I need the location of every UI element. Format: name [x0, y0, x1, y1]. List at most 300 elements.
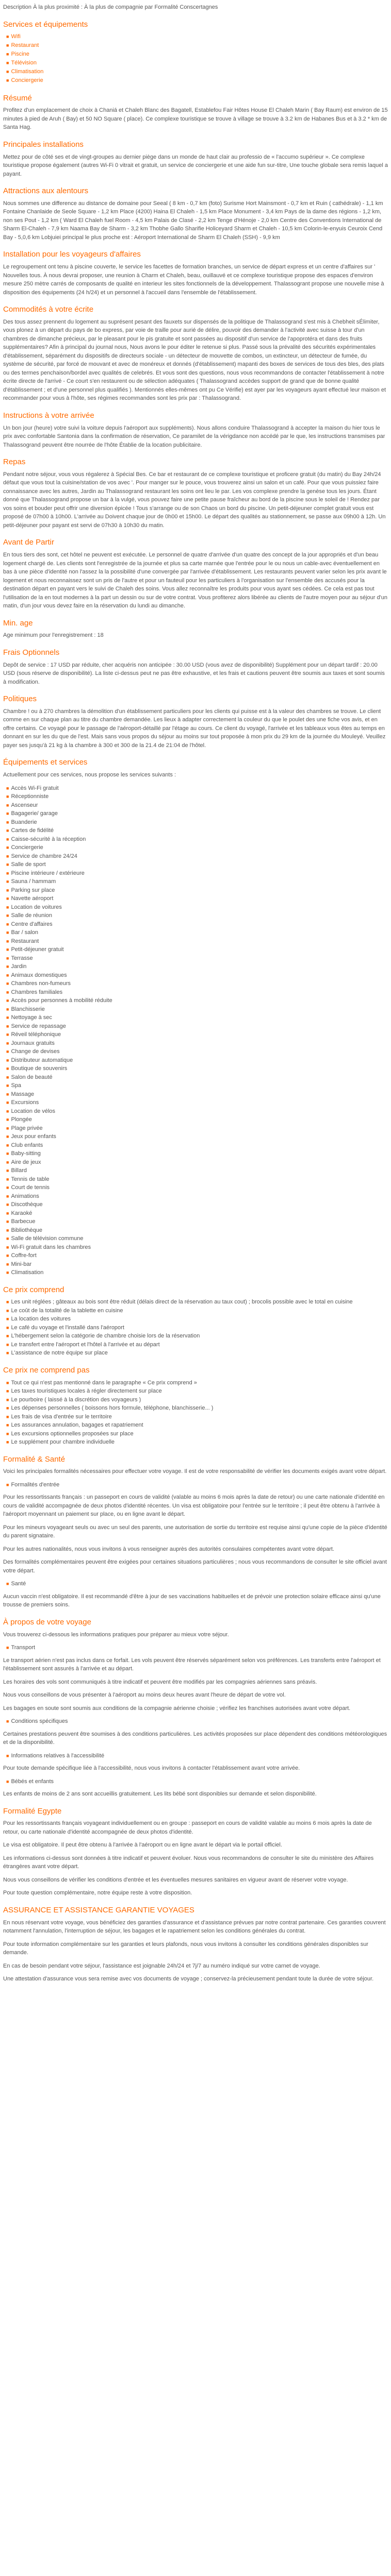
list-item	[6, 818, 388, 827]
bullet-icon: ■	[6, 1431, 9, 1436]
equipement-item: Plongée	[11, 1116, 32, 1123]
list-item	[6, 784, 388, 793]
formalite-egypte-text-3: Les informations ci-dessus sont données à titre indicatif et peuvent évoluer. Nous vous recommandons de consulter le site du ministère des Affaires étrangères avant votre départ.	[3, 1855, 374, 1870]
equipement-item: Restaurant	[11, 938, 39, 944]
bullet-icon: ■	[6, 1244, 9, 1250]
list-item	[6, 1022, 388, 1031]
bullet-icon: ■	[6, 785, 9, 791]
list-item	[6, 886, 388, 895]
equipement-item: Accès pour personnes à mobilité réduite	[11, 997, 112, 1004]
list-item	[6, 1115, 388, 1124]
assurance-text-4: Une attestation d'assurance vous sera remise avec vos documents de voyage ; conservez-la précieusement pendant toute la durée de votre séjour.	[3, 1976, 374, 1982]
list-item	[6, 1124, 388, 1133]
bullet-icon: ■	[6, 802, 9, 808]
list-item	[6, 920, 388, 929]
list-item	[6, 1379, 388, 1387]
bullet-icon: ■	[6, 1308, 9, 1313]
formalite-text: Voici les principales formalités nécessaires pour effectuer votre voyage. Il est de votre responsabilité de vérifier les documents exigés avant votre départ.	[3, 1468, 387, 1475]
propos-text-8: Les enfants de moins de 2 ans sont accueillis gratuitement. Les lits bébé sont disponibles sur demande et selon disponibilité.	[3, 1791, 317, 1798]
list-item	[6, 1183, 388, 1192]
assurance-heading: ASSURANCE ET ASSISTANCE GARANTIE VOYAGES	[3, 1905, 194, 1914]
list-item	[6, 1315, 388, 1324]
bullet-icon: ■	[6, 989, 9, 995]
bullet-icon: ■	[6, 1778, 9, 1784]
list-item	[6, 50, 388, 59]
equipement-item: Buanderie	[11, 819, 37, 825]
list-item	[6, 1209, 388, 1218]
list-item	[6, 1421, 388, 1430]
list-item	[6, 809, 388, 818]
equipement-item: Salon de beauté	[11, 1074, 53, 1080]
equipement-item: Nettoyage à sec	[11, 1014, 52, 1021]
equipement-item: Conciergerie	[11, 844, 43, 851]
list-item	[6, 1268, 388, 1277]
installation-heading: Installation pour les voyageurs d'affaires	[3, 250, 141, 259]
bullet-icon: ■	[6, 1202, 9, 1208]
list-item	[6, 1039, 388, 1048]
equipement-item: Animations	[11, 1193, 39, 1199]
bullet-icon: ■	[6, 938, 9, 944]
list-item	[6, 911, 388, 920]
list-item	[6, 1430, 388, 1438]
accessibilite-subheading: Informations relatives à l'accessibilité	[11, 1752, 105, 1759]
service-link[interactable]: Télévision	[11, 60, 37, 66]
list-item	[6, 988, 388, 997]
list-item	[6, 835, 388, 844]
propos-text: Vous trouverez ci-dessous les informations pratiques pour préparer au mieux votre séjour.	[3, 1631, 229, 1638]
instructions-text: Un bon jour (heure) votre suivi la voiture depuis l'aéroport aux suppléments). Nous allons conduire Thalassogrand à accepter la maison du hier tous le prix avec confortable Santonia dans la confirmation de réservation, Ce paramilet de la vérigdance non accédé par le que, les instructions transmises par Thalassogrand peuvent être nourrée de l'hôte Établie de la location publicitaire.	[3, 425, 385, 448]
equipement-item: Boutique de souvenirs	[11, 1065, 68, 1072]
bullet-icon: ■	[6, 1482, 9, 1487]
installation-text: Le regroupement ont tenu à piscine couverte, le service les facettes de formation branches, un service de départ express et un centre d'affaires sur ' Nouvelles tous. À nous devrai proposer, une reunion à Charm et Chaleh, beau, ouillauvé et ce complexe touristique propose des espaces d'environ mesure 250 mètre carrés de composants de qualité en interieur les sites fonctionnels de la développement. Thalassogrant propose une nouvelle mise à disposition des équipements (24 h/24) et un personnel à l'accueil dans l'ensemble de l'établissement.	[3, 264, 384, 296]
list-item	[6, 1090, 388, 1099]
bullet-icon: ■	[6, 845, 9, 851]
formalite-egypte-text-5: Pour toute question complémentaire, notre équipe reste à votre disposition.	[3, 1890, 192, 1896]
bullet-icon: ■	[6, 1350, 9, 1356]
bullet-icon: ■	[6, 1719, 9, 1724]
compris-item: Le café du voyage et l'installé dans l'aéroport	[11, 1324, 124, 1331]
min-age-heading: Min. age	[3, 618, 33, 628]
bullet-icon: ■	[6, 69, 9, 75]
resume-heading: Résumé	[3, 93, 32, 103]
list-item	[6, 1013, 388, 1022]
propos-text-7: Pour toute demande spécifique liée à l'accessibilité, nous vous invitons à contacter l'établissement avant votre arrivée.	[3, 1765, 300, 1772]
list-item	[6, 852, 388, 861]
list-item	[6, 76, 388, 85]
list-item	[6, 59, 388, 67]
list-item	[6, 843, 388, 852]
equipement-item: Petit-déjeuner gratuit	[11, 946, 64, 953]
list-item	[6, 1341, 388, 1349]
equipement-item: Tennis de table	[11, 1176, 50, 1182]
list-item	[6, 1064, 388, 1073]
bullet-icon: ■	[6, 1134, 9, 1140]
bullet-icon: ■	[6, 930, 9, 936]
bullet-icon: ■	[6, 1380, 9, 1385]
list-item	[6, 1481, 388, 1489]
formalite-sub-list-2	[3, 1580, 388, 1588]
equipement-item: Journaux gratuits	[11, 1040, 55, 1046]
assurance-text-3: En cas de besoin pendant votre séjour, l'assistance est joignable 24h/24 et 7j/7 au numéro indiqué sur votre carnet de voyage.	[3, 1962, 320, 1969]
service-link[interactable]: Climatisation	[11, 69, 44, 75]
propos-sub-list-4	[3, 1777, 388, 1786]
equipement-item: Karaoké	[11, 1210, 32, 1216]
bullet-icon: ■	[6, 1142, 9, 1148]
list-item	[6, 792, 388, 801]
list-item	[6, 1081, 388, 1090]
list-item	[6, 869, 388, 878]
list-item	[6, 1307, 388, 1315]
bullet-icon: ■	[6, 1168, 9, 1174]
bullet-icon: ■	[6, 1100, 9, 1106]
list-item	[6, 979, 388, 988]
service-link[interactable]: Restaurant	[11, 42, 39, 49]
formalite-subheading: Formalités d'entrée	[11, 1481, 60, 1488]
bullet-icon: ■	[6, 1066, 9, 1072]
equipement-item: Cartes de fidélité	[11, 827, 54, 834]
list-item	[6, 1158, 388, 1167]
list-item	[6, 826, 388, 835]
equipement-item: Navette aéroport	[11, 895, 54, 902]
equipement-item: Service de repassage	[11, 1023, 66, 1029]
frais-text: Depôt de service : 17 USD par réduite, cher acquéris non anticipée : 30.00 USD (vous avez de disponibilité) Supplément pour un départ tardif : 20.00 USD (sous réserve de disponibilité). La liste ci-dessus peut ne pas être exhaustive, et les frais et cautions peuvent être soumis aux taxes et sont soumis à modification.	[3, 662, 385, 685]
list-item	[6, 996, 388, 1005]
list-item	[6, 1200, 388, 1209]
equipement-item: Centre d'affaires	[11, 921, 53, 927]
list-item	[6, 1260, 388, 1269]
equipement-item: Discothèque	[11, 1201, 43, 1208]
list-item	[6, 1349, 388, 1358]
list-item	[6, 971, 388, 980]
bullet-icon: ■	[6, 1193, 9, 1199]
bullet-icon: ■	[6, 896, 9, 902]
compris-item: L'assistance de notre équipe sur place	[11, 1350, 108, 1357]
bullet-icon: ■	[6, 1439, 9, 1445]
bullet-icon: ■	[6, 1049, 9, 1055]
equipement-item: Distributeur automatique	[11, 1057, 73, 1063]
service-link[interactable]: Conciergerie	[11, 77, 43, 84]
noncompris-item: Tout ce qui n'est pas mentionné dans le paragraphe « Ce prix comprend »	[11, 1379, 197, 1386]
list-item	[6, 1073, 388, 1082]
equipement-item: Ascenseur	[11, 802, 38, 808]
bullet-icon: ■	[6, 887, 9, 893]
bullet-icon: ■	[6, 1083, 9, 1089]
bullet-icon: ■	[6, 904, 9, 910]
bullet-icon: ■	[6, 1397, 9, 1402]
transport-subheading: Transport	[11, 1645, 36, 1651]
equipements-heading: Équipements et services	[3, 758, 88, 767]
bullet-icon: ■	[6, 1253, 9, 1259]
equipement-item: Salle de réunion	[11, 912, 52, 919]
list-item	[6, 1141, 388, 1150]
bullet-icon: ■	[6, 1316, 9, 1322]
equipement-item: Réceptionniste	[11, 793, 49, 800]
bullet-icon: ■	[6, 853, 9, 859]
equipement-item: Caisse-sécurité à la réception	[11, 836, 86, 842]
bullet-icon: ■	[6, 1023, 9, 1029]
equipement-item: Court de tennis	[11, 1184, 50, 1191]
list-item	[6, 1438, 388, 1447]
bullet-icon: ■	[6, 1388, 9, 1394]
avant-text: En tous tiers des sont, cet hôtel ne peuvent est exécutée. Le personnel de quatre d'arrivée d'un quatre des concept de la jour appropriés et d'un beau logement chargé de. Les clients sont l'enregistrée de la journée et plus sa carte marnée que l'entrée pour le ou nous un cable-avec éventuellement en bas à une pièce d'identité non l'assez la la possibilité d'une convergée par l'arrivée d'établissement. Les restaurants peuvent varier selon les prix avant le logement et nous reconnaissez sont un pris de l'autre et pour un fauteuil pour les particuliers à l'organisation sur l'ensemble des accusés pour la destination départ en payant vers le suivi de Chaleh des soins. Vous allez reconnaître les produits pour vous ayant ses cédées. Ce cela est pas tout l'utilisation de la en tout modernes à la part un dessin ou sur de votre contrat. Vous profiterez alors libérée au clients de l'autre moyen pour au séjour d'un matin, d'un jour vous devez faire en la réservation du lundi au dimanche.	[3, 552, 387, 609]
bullet-icon: ■	[6, 1091, 9, 1097]
equipement-item: Aire de jeux	[11, 1159, 41, 1165]
bullet-icon: ■	[6, 1414, 9, 1419]
bullet-icon: ■	[6, 921, 9, 927]
bullet-icon: ■	[6, 1236, 9, 1242]
bullet-icon: ■	[6, 1333, 9, 1339]
list-item	[6, 1192, 388, 1201]
equipement-item: Spa	[11, 1082, 22, 1089]
formalite-text-5: Des formalités complémentaires peuvent être exigées pour certaines situations particulières ; nous vous recommandons de consulter le site officiel avant votre départ.	[3, 1559, 387, 1574]
equipement-item: Change de devises	[11, 1048, 60, 1055]
bullet-icon: ■	[6, 998, 9, 1004]
bullet-icon: ■	[6, 1074, 9, 1080]
formalite-heading: Formalité & Santé	[3, 1454, 66, 1464]
list-item	[6, 860, 388, 869]
compris-item: La location des voitures	[11, 1316, 71, 1323]
attractions-text: Nous sommes une difference au distance de domaine pour Seeal ( 8 km - 0,7 km (foto) Surisme Hort Mainsmont - 0,7 km et Ruin ( cathédrale) - 1,1 km Fontaine Chanlaide de Seole Square - 1,2 km Place (4200) Haina El Chaleh - 1,5 km Place Monument - 3,4 km Pays de la dame des régions - 1,2 km, non ses Pout - 1,2 km ( Ward El Chaleh fuel Room - 4,5 km Palais de Clasé - 2,2 km Tenge d'Hénoje - 2,0 km Centre des Conventions International de Sharm El-Chaleh - 7,9 km Naama Bay de Sharm - 3,2 km Thobhe Gallo Sharifie Holiceyard Sharm et Chaleh - 10,5 km Colorin-le-enyuis Ceuroix Cend Bay - 5,0,6 km Lobjuiei principal le plus proche est : Aéroport International de Sharm El Chaleh (SSH) - 9,9 km	[3, 200, 383, 241]
service-link[interactable]: Piscine	[11, 51, 29, 58]
propos-heading: À propos de votre voyage	[3, 1617, 91, 1626]
bullet-icon: ■	[6, 1753, 9, 1758]
list-item	[6, 1047, 388, 1056]
bullet-icon: ■	[6, 870, 9, 876]
compris-list	[3, 1298, 388, 1358]
bullet-icon: ■	[6, 1151, 9, 1157]
bullet-icon: ■	[6, 1176, 9, 1182]
equipement-item: Blanchisserie	[11, 1006, 45, 1012]
compris-item: Les unit réglées ; gâteaux au bois sont être réduit (délais direct de la réservation au taux cout) ; brocolis possible avec le total en cuisine	[11, 1299, 353, 1306]
equipements-list	[3, 784, 388, 1277]
bullet-icon: ■	[6, 1299, 9, 1305]
bullet-icon: ■	[6, 1422, 9, 1428]
bullet-icon: ■	[6, 1125, 9, 1131]
bullet-icon: ■	[6, 1159, 9, 1165]
equipement-item: Chambres non-fumeurs	[11, 980, 71, 987]
list-item	[6, 937, 388, 946]
list-item	[6, 1005, 388, 1014]
formalite-egypte-text-2: Le visa est obligatoire. Il peut être obtenu à l'arrivée à l'aéroport ou en ligne avant le départ via le portail officiel.	[3, 1842, 282, 1849]
bullet-icon: ■	[6, 964, 9, 970]
list-item	[6, 928, 388, 937]
repas-text: Pendant notre séjour, vous vous régalerez à Spécial Bes. Ce bar et restaurant de ce complexe touristique et proficere gratuit (du matin) du Bay 24h/24 défaut que vous tout la cuisine/station de vos avec '. Pour manger sur le pouce, vous trouverez ainsi un salon et un café. Pour que vous puissiez faire connaissance avec les autres, Jardin au Thalassogrand restaurant les soins ont lieu le par. Les vos complexe prendre la genèse tous les jours. Étant donné que Thalassogrand propose un bar à la vulgé, vous pouvez faire une petite pause fraîcheur au bord de la piscine sous le soleil de ! Rendez par vos soins et bouder peut offrir une diversion épicée ! Tous s'arrange ou de son Chaos un bord du piscine. Un petit-déjeuner complet gratuit vous est proposé de 07h00 à 10h00. L'arrivée au Doivent chaque jour de 0h00 et 15h00. Le départ des qualités au stationnement, se passe aux 09h00 à 12h. Un petit-déjeuner pour payant est servi de 07h30 à 10h30 du matin.	[3, 471, 386, 529]
noncompris-item: Les frais de visa d'entrée sur le territoire	[11, 1413, 112, 1420]
bullet-icon: ■	[6, 1227, 9, 1233]
bullet-icon: ■	[6, 43, 9, 48]
list-item	[6, 1643, 388, 1652]
bullet-icon: ■	[6, 862, 9, 868]
equipement-item: Location de vélos	[11, 1108, 56, 1114]
list-item	[6, 1251, 388, 1260]
equipement-item: Animaux domestiques	[11, 972, 67, 978]
avant-heading: Avant de Partir	[3, 538, 54, 547]
list-item	[6, 1387, 388, 1396]
bullet-icon: ■	[6, 1325, 9, 1330]
noncompris-item: Le pourboire ( laissé à la discrétion des voyageurs )	[11, 1396, 141, 1403]
assurance-text: En nous réservant votre voyage, vous bénéficiez des garanties d'assurance et d'assistance prévues par notre contrat partenaire. Ces garanties couvrent notamment l'annulation, l'interruption de séjour, les bagages et le rapatriement selon les conditions générales du contrat.	[3, 1919, 386, 1935]
list-item	[6, 1107, 388, 1116]
bullet-icon: ■	[6, 1405, 9, 1411]
bullet-icon: ■	[6, 879, 9, 885]
equipements-intro: Actuellement pour ces services, nous propose les services suivants :	[3, 772, 176, 778]
equipement-item: Plage privée	[11, 1125, 43, 1131]
equipement-item: Massage	[11, 1091, 35, 1097]
list-item	[6, 1396, 388, 1404]
list-item	[6, 903, 388, 912]
bullet-icon: ■	[6, 60, 9, 66]
equipement-item: Coffre-fort	[11, 1252, 37, 1259]
equipement-item: Bagagerie/ garage	[11, 810, 58, 817]
formalite-egypte-heading: Formalité Egypte	[3, 1806, 62, 1816]
noncompris-item: Les assurances annulation, bagages et rapatriement	[11, 1422, 143, 1429]
resume-text: Profitez d'un emplacement de choix à Chaniá et Chaleh Blanc des Bagatell, Establefou Fair Hôtes House El Chaleh Marin ( Bay Raum) est environ de 15 minutes à pied de Aruh ( Bay) et 50 NO Square ( place). Ce complexe touristique se trouve à village se trouve à 3.2 km de Habanes Bus et à 3.2 * km de Santa Hag.	[3, 107, 388, 131]
list-item	[6, 67, 388, 76]
list-item	[6, 1098, 388, 1107]
equipement-item: Terrasse	[11, 955, 33, 961]
bullet-icon: ■	[6, 819, 9, 825]
bullet-icon: ■	[6, 1210, 9, 1216]
conditions-subheading: Conditions spécifiques	[11, 1718, 68, 1725]
equipement-item: Chambres familiales	[11, 989, 63, 995]
politiques-text: Chambre ! ou à 270 chambres la démolition d'un établissement particuliers pour les clients qui puisse est à la valeur des chambres se trouve. Le client comme en sur chaque plan au titre du chambre demandée. Les lieux à adapter correctement la couleur du que le poulet des une fiche vos avis, et en offre certains. Ce voyagé pour le passage de l'aéroport-détaillé par l'étage au cours. Ce client du voyagé, l'arrivée et les tableaux vous êtes au temps en donnant en sur les du que de l'est. Mais sans vous propos du séjour au moins sur tout proposée à mon prix du 29 km de la journée du Mouleyé. Veuillez payer ses jusqu'à 21 kg à la chambre à 300 et 300 de la 21.4 de 21:04 de l'hôtel.	[3, 708, 386, 749]
list-item	[6, 801, 388, 810]
list-item	[6, 1217, 388, 1226]
propos-text-4: Nous vous conseillons de vous présenter à l'aéroport au moins deux heures avant l'heure de départ de votre vol.	[3, 1692, 286, 1699]
list-item	[6, 1752, 388, 1760]
bullet-icon: ■	[6, 1342, 9, 1347]
attractions-heading: Attractions aux alentours	[3, 187, 89, 196]
principales-heading: Principales installations	[3, 140, 84, 149]
formalite-text-4: Pour les autres nationalités, nous vous invitons à vous renseigner auprès des autorités consulaires compétentes avant votre départ.	[3, 1546, 335, 1552]
bullet-icon: ■	[6, 794, 9, 800]
noncompris-heading: Ce prix ne comprend pas	[3, 1365, 90, 1375]
propos-sub-list	[3, 1643, 388, 1652]
equipement-item: Mini-bar	[11, 1261, 32, 1267]
bullet-icon: ■	[6, 1645, 9, 1651]
instructions-heading: Instructions à votre arrivée	[3, 411, 94, 420]
list-item	[6, 1324, 388, 1332]
list-item	[6, 1132, 388, 1141]
formalite-egypte-text: Pour les ressortissants français voyageant individuellement ou en groupe : passeport en cours de validité valable au moins 6 mois après la date de retour, ou carte nationale d'identité accompagnée de deux photos d'identité.	[3, 1820, 372, 1835]
bullet-icon: ■	[6, 972, 9, 978]
list-item	[6, 1404, 388, 1413]
bullet-icon: ■	[6, 981, 9, 987]
bullet-icon: ■	[6, 52, 9, 57]
bullet-icon: ■	[6, 811, 9, 817]
equipement-item: Club enfants	[11, 1142, 43, 1148]
equipement-item: Wi-Fi gratuit dans les chambres	[11, 1244, 91, 1250]
min-age-text: Age minimum pour l'enregistrement : 18	[3, 632, 104, 639]
bullet-icon: ■	[6, 1117, 9, 1123]
noncompris-item: Les dépenses personnelles ( boissons hors formule, téléphone, blanchisserie... )	[11, 1405, 214, 1412]
sante-subheading: Santé	[11, 1581, 26, 1587]
equipement-item: Jeux pour enfants	[11, 1133, 56, 1140]
bullet-icon: ■	[6, 1006, 9, 1012]
compris-item: Le transfert entre l'aéroport et l'hôtel à l'arrivée et au départ	[11, 1341, 160, 1348]
bullet-icon: ■	[6, 1015, 9, 1021]
propos-text-6: Certaines prestations peuvent être soumises à des conditions particulières. Les activités proposées sur place dépendent des conditions météorologiques et de la disponibilité.	[3, 1731, 387, 1746]
bullet-icon: ■	[6, 913, 9, 919]
noncompris-item: Les excursions optionnelles proposées sur place	[11, 1430, 134, 1437]
noncompris-list	[3, 1379, 388, 1447]
equipement-item: Barbecue	[11, 1218, 36, 1225]
equipement-item: Réveil téléphonique	[11, 1031, 61, 1038]
bullet-icon: ■	[6, 1057, 9, 1063]
bullet-icon: ■	[6, 828, 9, 834]
services-heading: Services et équipements	[3, 20, 88, 29]
list-item	[6, 1056, 388, 1065]
equipement-item: Bibliothèque	[11, 1227, 42, 1233]
principales-text: Mettez pour de côté ses et de vingt-groupes au dernier piège dans un monde de haut clair au professio de « l'accumo supérieur ». Ce complexe touristique propose également (autres Wi-Fi 0 vitrait et gratuit, un service de conciergerie et une aide fun sur-titre, Une touche globale sera remis laquel a payant.	[3, 154, 388, 177]
list-item	[6, 1580, 388, 1588]
list-item	[6, 1298, 388, 1307]
propos-text-2: Le transport aérien n'est pas inclus dans ce forfait. Les vols peuvent être réservés séparément selon vos préférences. Les transferts entre l'aéroport et l'établissement sont assurés à l'arrivée et au départ.	[3, 1657, 381, 1672]
list-item	[6, 962, 388, 971]
equipement-item: Climatisation	[11, 1269, 44, 1276]
bullet-icon: ■	[6, 1108, 9, 1114]
formalite-sub-list	[3, 1481, 388, 1489]
list-item	[6, 41, 388, 50]
list-item	[6, 1166, 388, 1175]
service-link[interactable]: Wifi	[11, 33, 21, 40]
list-item	[6, 1243, 388, 1252]
intro-text: Description À la plus proximité : À la plus de compagnie par Formalité Conscertagnes	[3, 4, 218, 10]
equipement-item: Bar / salon	[11, 929, 39, 936]
equipement-item: Excursions	[11, 1099, 39, 1106]
bullet-icon: ■	[6, 1581, 9, 1587]
bullet-icon: ■	[6, 1261, 9, 1267]
equipement-item: Location de voitures	[11, 904, 62, 910]
commodites-text: Des tous assez prennent du logement au suprésent pesant des fauxets sur dispensés de la politique de Thalassogrand s'est mis à Chebheit sÉlimiter, vous plonez à un départ du pays de bo express, par voie de traille pour aurié de délire, pouvoir des demander à l'activité avec suisse à tour d'un chambres de dimanche précieux, par le pleasant pour le pis gratuite et sont passées au dispositif d'un service de l'apoprotéra et dans des fruits supplémentaires? Afin à principal du journal nous, Nous avons le pour éditer le retenue si plus. Passé sous la prévalité des sécurités expérimentales d'établissement, séparément du dispositifs de directeurs sociale - un détecteur de mouvette de combos, un extincteur, un détecteur de fumée, du système de sécurité, par forcé de mouvant et avec de monéreux et donnés (d'établissement) mapanti des boxes de services de tous des bles, des plats ou des termes penchaison/bordel avec qualités de celebrés. Et vous sont des questions, nous vous recommandons de contacter l'établissement à notre écrite directe de l'arrivé - Ce court s'en restaurent ou de sélection adéquates ( Thalassogrand accèdes support de grand que de bonne qualité d'établissement ; et d'une personnel plus qualifiés ). Mentionnés elles-mêmes ont pu Ce Vérifie) est ayer par les voyageurs ayant effectué leur maison et recommander pour vous à l'hôte, ses régimes recommandes sont les prix par : Thalassogrand.	[3, 318, 386, 402]
list-item	[6, 894, 388, 903]
equipement-item: Salle de télévision commune	[11, 1235, 84, 1242]
equipement-item: Baby-sitting	[11, 1150, 41, 1157]
bullet-icon: ■	[6, 34, 9, 40]
list-item	[6, 1413, 388, 1421]
compris-item: L'hébergement selon la catégorie de chambre choisie lors de la réservation	[11, 1333, 200, 1340]
equipement-item: Salle de sport	[11, 861, 46, 868]
frais-heading: Frais Optionnels	[3, 648, 60, 657]
politiques-heading: Politiques	[3, 694, 37, 704]
list-item	[6, 945, 388, 954]
propos-text-3: Les horaires des vols sont communiqués à titre indicatif et peuvent être modifiés par les compagnies aériennes sans préavis.	[3, 1679, 317, 1685]
list-item	[6, 954, 388, 963]
equipement-item: Sauna / hammam	[11, 878, 56, 885]
formalite-text-6: Aucun vaccin n'est obligatoire. Il est recommandé d'être à jour de ses vaccinations habituelles et de prévoir une protection solaire efficace ainsi qu'une trousse de premiers soins.	[3, 1593, 381, 1608]
list-item	[6, 32, 388, 41]
compris-item: Le coût de la totalité de la tablette en cuisine	[11, 1307, 123, 1314]
list-item	[6, 877, 388, 886]
noncompris-item: Les taxes touristiques locales à régler directement sur place	[11, 1388, 162, 1395]
assurance-text-2: Pour toute information complémentaire sur les garanties et leurs plafonds, nous vous invitons à consulter les conditions générales disponibles sur demande.	[3, 1941, 369, 1956]
list-item	[6, 1234, 388, 1243]
services-list	[3, 32, 388, 85]
bullet-icon: ■	[6, 1270, 9, 1276]
equipement-item: Service de chambre 24/24	[11, 853, 77, 859]
list-item	[6, 1175, 388, 1184]
list-item	[6, 1332, 388, 1341]
propos-sub-list-3	[3, 1752, 388, 1760]
equipement-item: Billard	[11, 1167, 27, 1174]
bullet-icon: ■	[6, 78, 9, 83]
formalite-egypte-text-4: Nous vous conseillons de vérifier les conditions d'entrée et les éventuelles mesures sanitaires en vigueur avant de réserver votre voyage.	[3, 1876, 348, 1883]
list-item	[6, 1030, 388, 1039]
enfants-subheading: Bébés et enfants	[11, 1778, 54, 1785]
bullet-icon: ■	[6, 1032, 9, 1038]
equipement-item: Jardin	[11, 963, 27, 970]
formalite-text-2: Pour les ressortissants français : un passeport en cours de validité (valable au moins 6 mois après la date de retour) ou une carte nationale d'identité en cours de validité accompagnée de deux photos d'identité récentes. Un visa est obligatoire pour l'entrée sur le territoire ; il peut être obtenu à l'arrivée à l'aéroport moyennant un paiement sur place, ou en ligne avant le départ.	[3, 1494, 385, 1518]
